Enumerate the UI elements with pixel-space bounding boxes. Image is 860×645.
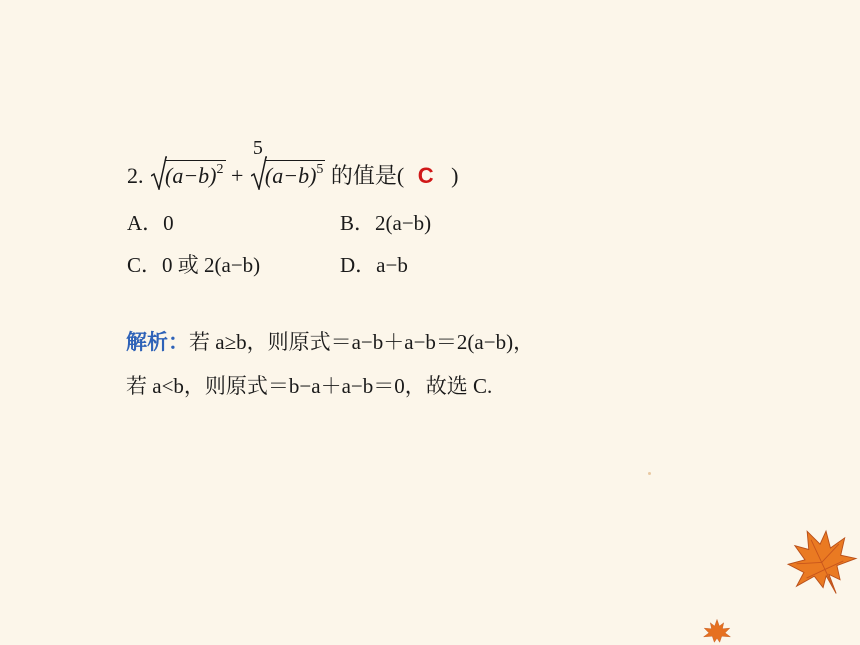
- option-b: B．2(a−b): [340, 211, 432, 235]
- solution-line-1: [126, 326, 534, 356]
- decorative-speck: [648, 472, 651, 475]
- maple-leaf-icon: [700, 618, 734, 645]
- solution-line-2: 若 a<b，则原式＝b−a＋a−b＝0，故选 C.: [126, 374, 493, 398]
- maple-leaf-icon: [782, 522, 860, 600]
- stem-suffix: 的值是(: [330, 163, 405, 188]
- radicand-2: (a−b): [264, 163, 317, 188]
- radical-sign-icon: [251, 156, 267, 190]
- radicand-1: (a−b): [165, 163, 217, 188]
- option-a: A．0: [127, 211, 174, 235]
- radicand-1-power: 2: [216, 162, 224, 177]
- plus-sign: +: [231, 163, 244, 188]
- solution-title: 解析：: [126, 330, 189, 354]
- close-paren: ): [451, 163, 459, 188]
- solution-text-1: 若 a≥b，则原式＝a−b＋a−b＝2(a−b)，: [189, 330, 535, 354]
- answer-choice: C: [417, 163, 434, 188]
- option-d: D．a−b: [340, 253, 408, 277]
- square-root-term: [151, 160, 226, 194]
- radicand-2-power: 5: [316, 162, 324, 177]
- fifth-root-term: [251, 137, 326, 194]
- question-stem: [127, 137, 459, 200]
- option-c: C．0 或 2(a−b): [127, 253, 261, 277]
- radical-sign-icon: [151, 156, 167, 190]
- question-number: 2.: [127, 163, 144, 188]
- root-index: 5: [252, 137, 263, 159]
